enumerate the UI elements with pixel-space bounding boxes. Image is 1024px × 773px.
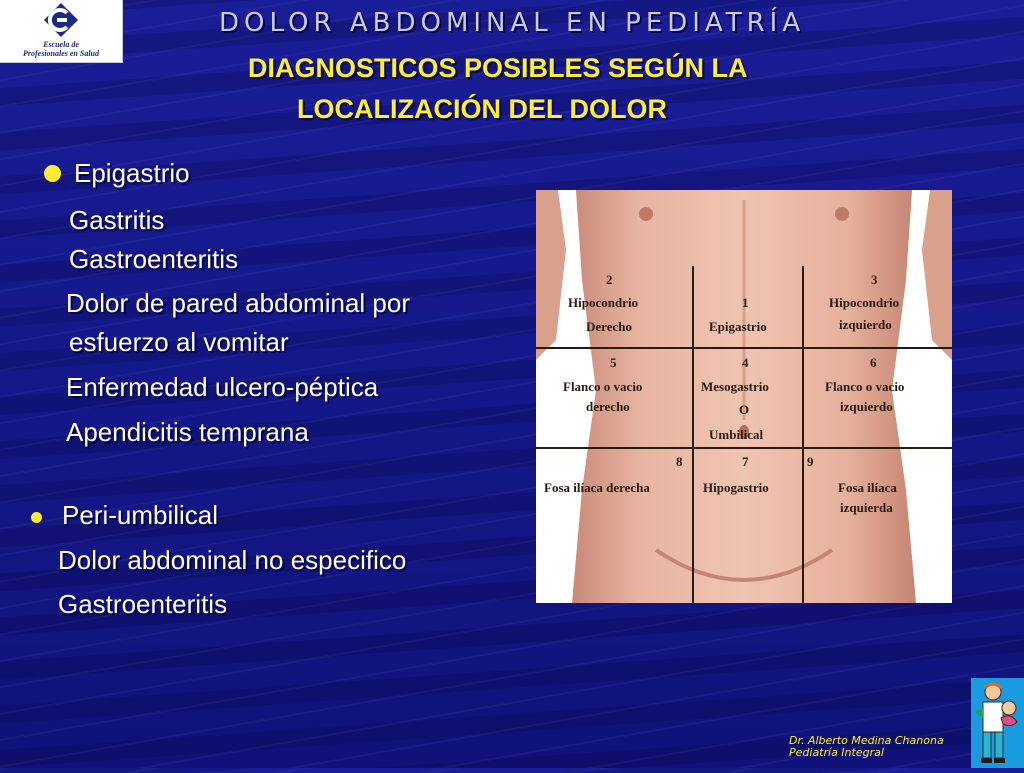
region-number: 1 [742, 295, 749, 310]
list-item: Dolor de pared abdominal por [66, 288, 410, 318]
region-number: 7 [742, 454, 749, 469]
author-affiliation: Pediatría Integral [789, 746, 884, 759]
page-title: DOLOR ABDOMINAL EN PEDIATRÍA [219, 8, 806, 38]
list-item: Gastritis [69, 205, 165, 235]
region-label: izquierdo [840, 399, 893, 414]
region-label: Derecho [586, 319, 632, 334]
section-heading-periumbilical: Peri-umbilical [62, 500, 219, 530]
region-number: 2 [606, 272, 613, 287]
region-number: 3 [871, 272, 878, 287]
region-number: 4 [742, 355, 749, 370]
list-item: Apendicitis temprana [66, 417, 309, 447]
bullet-icon [44, 165, 61, 182]
region-label: Hipogastrio [703, 480, 769, 495]
region-number: 6 [870, 355, 877, 370]
list-item: esfuerzo al vomitar [69, 327, 289, 357]
subtitle-line1: DIAGNOSTICOS POSIBLES SEGÚN LA [248, 53, 748, 83]
logo-text-line2: Profesionales en Salud [22, 49, 99, 58]
region-number: 8 [676, 454, 683, 469]
region-label: Epigastrio [709, 319, 767, 334]
subtitle-line2: LOCALIZACIÓN DEL DOLOR [297, 94, 667, 124]
school-logo [0, 0, 123, 63]
abdominal-regions-figure [536, 190, 952, 603]
author-name: Dr. Alberto Medina Chanona [789, 734, 944, 747]
doctor-with-child-icon [971, 678, 1024, 768]
region-label: Hipocondrio [568, 295, 639, 310]
author-credit [789, 735, 944, 759]
logo-emblem-icon [43, 2, 79, 40]
list-item: Gastroenteritis [58, 589, 228, 619]
region-label: Hipocondrio [829, 295, 900, 310]
region-number: 5 [610, 355, 617, 370]
list-item: Dolor abdominal no especifico [58, 545, 407, 575]
region-label: Umbilical [709, 427, 764, 442]
region-label: Fosa ilíaca [838, 480, 897, 495]
list-item: Enfermedad ulcero-péptica [66, 372, 379, 402]
region-label: Mesogastrio [701, 379, 769, 394]
region-label: izquierda [840, 500, 893, 515]
region-number: 9 [807, 454, 814, 469]
region-label: Flanco o vacio [563, 379, 643, 394]
logo-text [4, 40, 118, 58]
region-label: Flanco o vacio [825, 379, 905, 394]
section-heading-epigastrio: Epigastrio [74, 158, 190, 188]
region-label: O [739, 402, 750, 417]
logo-text-line1: Escuela de [43, 40, 79, 49]
region-label: derecho [586, 399, 630, 414]
bullet-icon [31, 512, 42, 523]
region-label: Fosa ilíaca derecha [544, 480, 650, 495]
list-item: Gastroenteritis [69, 244, 239, 274]
region-label: izquierdo [839, 317, 892, 332]
